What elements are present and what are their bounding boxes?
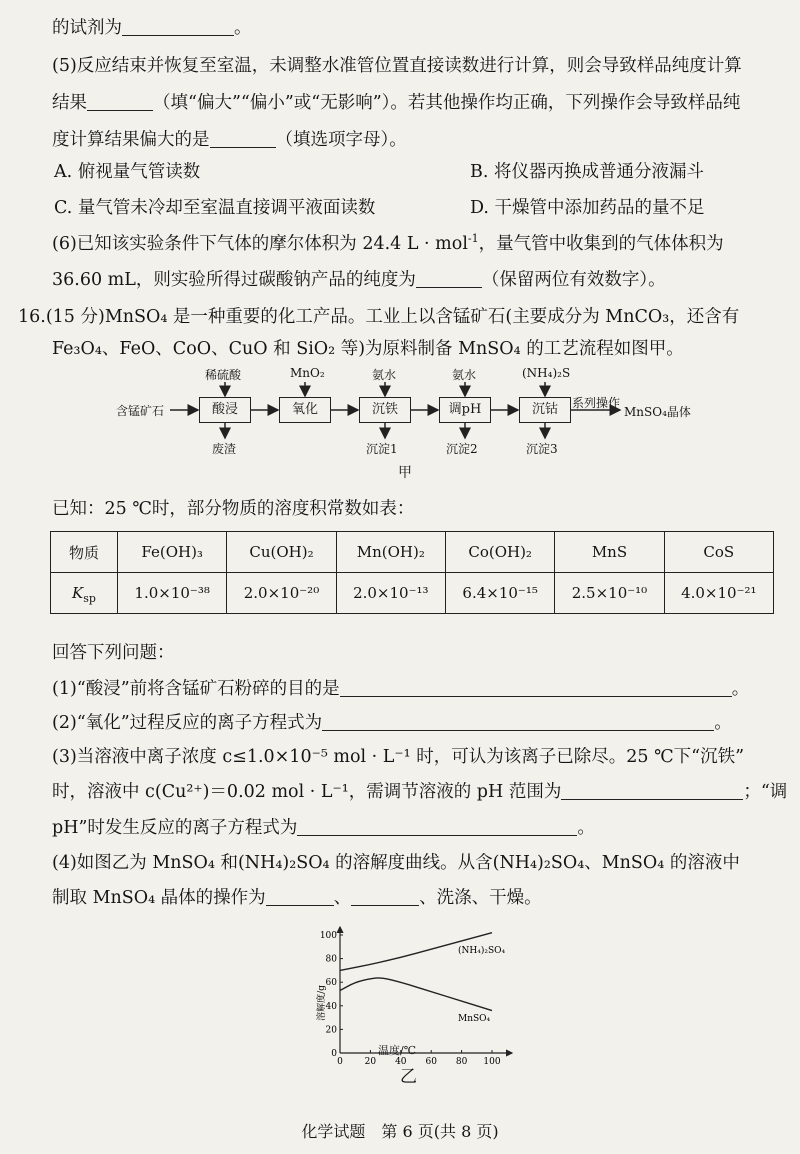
process-flow-diagram — [110, 366, 691, 481]
flow-input-4: 氨水 — [452, 368, 477, 382]
answer-blank[interactable] — [561, 781, 743, 800]
table-cell: 4.0×10⁻²¹ — [664, 573, 773, 614]
flow-input-3: 氨水 — [372, 368, 397, 382]
option-d: D. 干燥管中添加药品的量不足 — [470, 198, 705, 218]
table-row — [51, 532, 774, 573]
table-cell: 6.4×10⁻¹⁵ — [445, 573, 554, 614]
page-footer: 化学试题 第 6 页(共 8 页) — [301, 1122, 499, 1141]
answer-blank[interactable] — [266, 887, 334, 906]
table-cell: 2.0×10⁻¹³ — [336, 573, 445, 614]
flow-input-2: MnO₂ — [290, 366, 325, 380]
table-header-cell: 物质 — [51, 532, 118, 573]
answer-blank[interactable] — [416, 269, 482, 288]
table-cell: Cu(OH)₂ — [227, 532, 336, 573]
chart-caption: 乙 — [400, 1067, 417, 1087]
table-cell: CoS — [664, 532, 773, 573]
y-tick-label: 20 — [325, 1025, 337, 1036]
question-5-line-2: 结果 （填“偏大”“偏小”或“无影响”）。若其他操作均正确，下列操作会导致样品纯 — [52, 93, 741, 113]
flow-box-oxidize: 氧化 — [279, 397, 331, 423]
y-tick-label: 0 — [331, 1049, 337, 1059]
flow-output-3: 沉淀1 — [366, 442, 398, 456]
flow-start-label: 含锰矿石 — [116, 404, 165, 418]
flow-box-acid-leach: 酸浸 — [199, 397, 251, 423]
flow-box-cobalt-precip: 沉钴 — [519, 397, 571, 423]
text-line: 的试剂为 。 — [52, 18, 252, 38]
x-tick-label: 0 — [337, 1057, 343, 1067]
flow-output-5: 沉淀3 — [526, 442, 558, 456]
answer-heading: 回答下列问题： — [52, 643, 175, 663]
option-c: C. 量气管未冷却至室温直接调平液面读数 — [54, 198, 376, 218]
series-line-manganese-sulfate — [340, 978, 492, 1011]
solubility-chart — [300, 925, 520, 1067]
x-tick-label: 40 — [395, 1057, 407, 1067]
question-16-line-2: Fe₃O₄、FeO、CoO、CuO 和 SiO₂ 等)为原料制备 MnSO₄ 的工艺流程如图甲。 — [52, 339, 684, 359]
table-cell: Mn(OH)₂ — [336, 532, 445, 573]
question-5-line-1: (5)反应结束并恢复至室温，未调整水准管位置直接读数进行计算，则会导致样品纯度计算 — [52, 56, 742, 76]
answer-blank[interactable] — [297, 817, 577, 836]
flow-product-label: MnSO₄晶体 — [624, 405, 691, 419]
sub-question-3-line-2: 时，溶液中 c(Cu²⁺)＝0.02 mol · L⁻¹，需调节溶液的 pH 范围为 ；“调 — [52, 782, 788, 802]
y-tick-label: 80 — [325, 954, 337, 965]
option-a: A. 俯视量气管读数 — [54, 162, 201, 182]
answer-blank[interactable] — [340, 678, 732, 697]
y-tick-label: 100 — [319, 931, 337, 941]
known-line: 已知：25 ℃时，部分物质的溶度积常数如表： — [52, 499, 415, 519]
x-tick-label: 20 — [364, 1057, 377, 1067]
sub-question-3-line-3: pH”时发生反应的离子方程式为 。 — [52, 818, 595, 838]
sub-question-1: (1)“酸浸”前将含锰矿石粉碎的目的是 。 — [52, 679, 750, 699]
table-cell: MnS — [555, 532, 664, 573]
table-cell: Fe(OH)₃ — [118, 532, 227, 573]
flow-caption: 甲 — [398, 465, 412, 481]
flow-input-1: 稀硫酸 — [205, 368, 242, 382]
flow-series-op-label: 系列操作 — [572, 396, 621, 410]
flow-box-adjust-ph: 调pH — [439, 397, 491, 423]
question-16-line-1: 16.(15 分)MnSO₄ 是一种重要的化工产品。工业上以含锰矿石(主要成分为 MnCO₃，还含有 — [18, 307, 740, 327]
ksp-table — [50, 531, 774, 614]
x-tick-label: 80 — [455, 1057, 468, 1067]
y-tick-label: 60 — [325, 978, 337, 989]
answer-blank[interactable] — [210, 129, 276, 148]
question-6-line-1: (6)已知该实验条件下气体的摩尔体积为 24.4 L · mol$^{-1}$，量气管中收集到的气体体积为 — [52, 232, 724, 254]
sub-question-4-line-1: (4)如图乙为 MnSO₄ 和(NH₄)₂SO₄ 的溶解度曲线。从含(NH₄)₂SO₄、MnSO₄ 的溶液中 — [52, 853, 740, 873]
flow-input-5: (NH₄)₂S — [522, 366, 571, 380]
table-row — [51, 573, 774, 614]
answer-blank[interactable] — [351, 887, 419, 906]
sub-question-4-line-2: 制取 MnSO₄ 晶体的操作为 、 、洗涤、干燥。 — [52, 888, 542, 908]
answer-blank[interactable] — [87, 92, 153, 111]
question-5-line-3: 度计算结果偏大的是 （填选项字母）。 — [52, 130, 407, 150]
table-cell: 1.0×10⁻³⁸ — [118, 573, 227, 614]
table-cell: 2.0×10⁻²⁰ — [227, 573, 336, 614]
x-tick-label: 100 — [483, 1057, 501, 1067]
question-6-line-2: 36.60 mL，则实验所得过碳酸钠产品的纯度为 （保留两位有效数字）。 — [52, 270, 666, 290]
table-cell: Co(OH)₂ — [445, 532, 554, 573]
table-header-cell: $K_{sp}$ — [51, 573, 118, 614]
x-tick-label: 60 — [425, 1057, 437, 1067]
series-label-manganese-sulfate: MnSO₄ — [458, 1014, 491, 1024]
flow-output-1: 废渣 — [212, 442, 237, 456]
flow-box-iron-precip: 沉铁 — [359, 397, 411, 423]
answer-blank[interactable] — [122, 17, 234, 36]
table-cell: 2.5×10⁻¹⁰ — [555, 573, 664, 614]
y-tick-label: 40 — [325, 1001, 337, 1012]
sub-question-3-line-1: (3)当溶液中离子浓度 c≤1.0×10⁻⁵ mol · L⁻¹ 时，可认为该离子已除尽。25 ℃下“沉铁” — [52, 747, 745, 767]
x-axis-label: 温度/℃ — [378, 1044, 417, 1057]
series-label-ammonium-sulfate: (NH₄)₂SO₄ — [458, 946, 506, 956]
option-b: B. 将仪器丙换成普通分液漏斗 — [470, 162, 704, 182]
y-axis-label: 溶解度/g — [317, 985, 327, 1021]
sub-question-2: (2)“氧化”过程反应的离子方程式为 。 — [52, 713, 732, 733]
flow-output-4: 沉淀2 — [446, 442, 478, 456]
answer-blank[interactable] — [322, 712, 714, 731]
